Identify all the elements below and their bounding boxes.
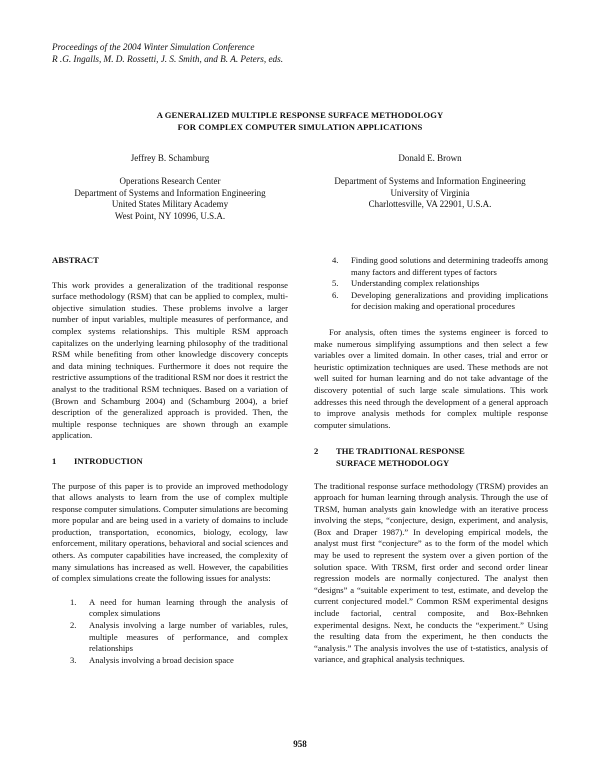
author-block-1 (52, 153, 288, 222)
author-affiliation: Department of Systems and Information Engineering (334, 176, 526, 186)
proceedings-header (52, 41, 283, 65)
list-item: 1. A need for human learning through the analysis of complex simulations (70, 596, 288, 619)
list-item: 2. Analysis involving a large number of variables, rules, multiple measures of performance, and complex relationships (70, 620, 288, 654)
list-item: 6. Developing generalizations and providing implications for decision making and operational procedures (332, 289, 548, 312)
left-column (52, 255, 288, 666)
section-1-heading (52, 456, 288, 468)
author-affiliation: University of Virginia (390, 187, 470, 198)
issues-list-continued (314, 255, 548, 313)
list-item: 3. Analysis involving a broad decision space (70, 654, 234, 665)
author-name: Jeffrey B. Schamburg (130, 153, 210, 163)
author-block-2 (312, 153, 548, 211)
list-item: 4. Finding good solutions and determining tradeoffs among many factors and different types of factors (332, 255, 548, 277)
author-affiliation: Operations Research Center (119, 176, 221, 186)
proceedings-line-1: Proceedings of the 2004 Winter Simulation Conference (52, 42, 255, 52)
section-number: 2 (314, 446, 319, 457)
page-number: 958 (293, 739, 307, 749)
section-title: INTRODUCTION (74, 455, 143, 466)
section-title: THE TRADITIONAL RESPONSE (336, 446, 465, 457)
intro-paragraph: The purpose of this paper is to provide an improved methodology that allows analysts to learn from the use of complex multiple response computer simulations. Computer simulations are becoming more popular and are being used in a variety of domains to include production, transportation, economics, biology, ecology, law enforcement, military operations, behavioral and social sciences and others. As computer capabilities have increased, the complexity of many simulations has increased as well. However, the capabilities of complex simulations create the following issues for analysts: (52, 480, 288, 584)
section-2-heading (314, 446, 548, 469)
right-column (314, 255, 548, 666)
author-affiliation: Charlottesville, VA 22901, U.S.A. (368, 199, 492, 209)
issues-list (52, 597, 288, 667)
title-line-1: A GENERALIZED MULTIPLE RESPONSE SURFACE METHODOLOGY (156, 110, 444, 120)
author-affiliation: West Point, NY 10996, U.S.A. (114, 210, 226, 221)
trsm-paragraph: The traditional response surface methodology (TRSM) provides an approach for human learning through analysis. Through the use of TRSM, human analysts gain knowledge with an iterative process involving the steps, “conjecture, design, experiment, and analysis, (Box and Draper 1987).” In developing empirical models, the analyst must first “conjecture” as to the form of the model which may be used to represent the system over a given portion of the solution space. With TRSM, first order and second order linear regression models are normally conjectured. The analyst then “designs” a “suitable experiment to test, estimate, and develop the current conjectured model.” Common RSM experimental designs include factorial, central composite, and Box-Behnken experimental designs. Next, he conducts the “experiment.” Using the resulting data from the experiment, he then conducts the “analysis.” The analysis involves the use of t-statistics, analysis of variance, and graphical analysis techniques. (314, 480, 548, 665)
abstract-text: This work provides a generalization of the traditional response surface methodology (RSM) that can be applied to complex, multi-objective simulation studies. These problems involve a larger number of input variables, multiple measures of performance, and complex systems relationships. This multiple RSM approach capitalizes on the underlying learning philosophy of the traditional RSM while benefiting from other knowledge discovery concepts and data mining techniques. Furthermore it does not require the restrictive assumptions of the traditional RSM nor does it restrict the analyst to the traditional RSM techniques. Based on a variation of (Brown and Schamburg 2004) and (Schamburg 2004), a brief description of the generalized approach is provided. Then, the multiple response techniques are shown through an example application. (52, 279, 288, 441)
author-affiliation: Department of Systems and Information Engineering (74, 187, 266, 198)
section-number: 1 (52, 455, 57, 466)
analysis-paragraph: For analysis, often times the systems engineer is forced to make numerous simplifying assumptions and then select a few variables over a limited domain. In other cases, trial and error or heuristic optimization techniques are used. These methods are not well suited for human learning and do not take advantage of the discovery potential of such large scale simulations. This work addresses this need through the development of a general approach to improve analysis methods for complex multiple response computer simulations. (314, 326, 548, 430)
list-item: 5. Understanding complex relationships (332, 278, 480, 289)
author-name: Donald E. Brown (398, 153, 462, 163)
abstract-heading: ABSTRACT (52, 255, 99, 265)
section-title-line-2: SURFACE METHODOLOGY (336, 457, 450, 468)
proceedings-line-2: R .G. Ingalls, M. D. Rossetti, J. S. Smith, and B. A. Peters, eds. (52, 54, 284, 64)
paper-title (0, 110, 600, 133)
author-affiliation: United States Military Academy (111, 199, 229, 209)
title-line-2: FOR COMPLEX COMPUTER SIMULATION APPLICATIONS (177, 121, 423, 132)
